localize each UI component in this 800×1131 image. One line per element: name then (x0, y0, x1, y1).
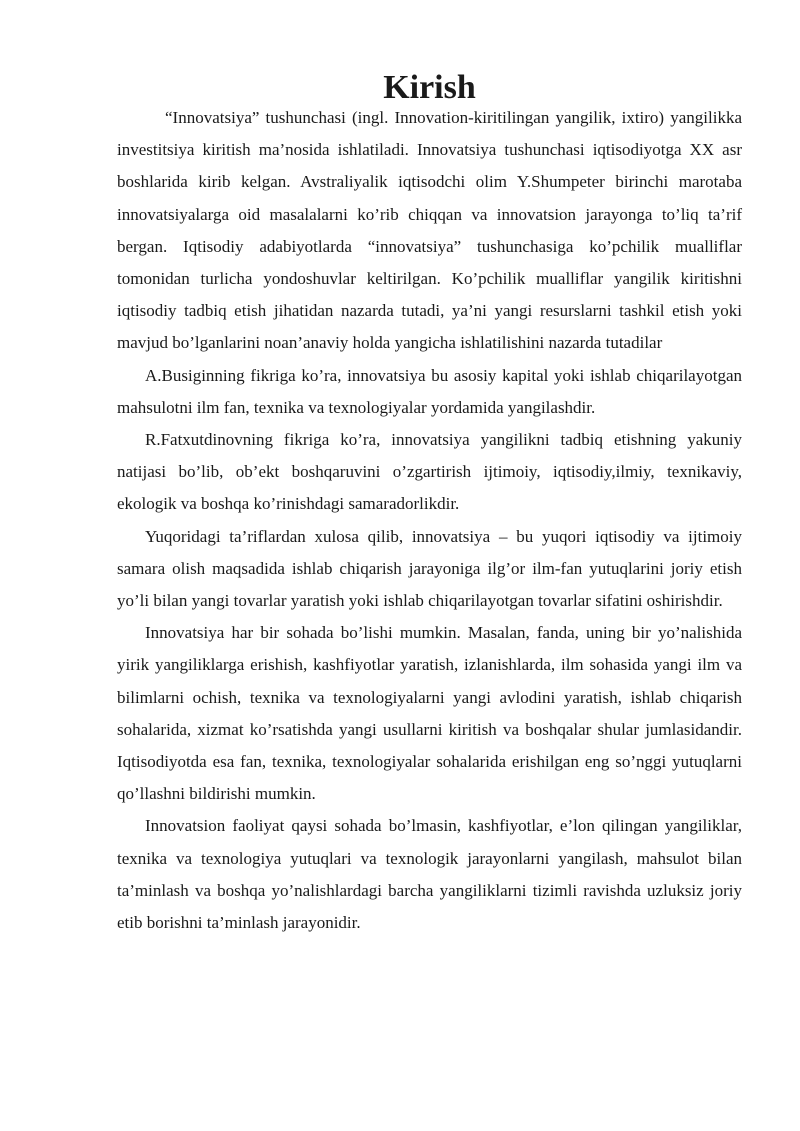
paragraph-busigin: A.Busiginning fikriga ko’ra, innovatsiya bu asosiy kapital yoki ishlab chiqarilayotgan mahsulotni ilm fan, texnika va texnologiyalar yordamida yangilashdir. (117, 365, 742, 417)
paragraph-spheres: Innovatsiya har bir sohada bo’lishi mumkin. Masalan, fanda, uning bir yo’nalishida yirik yangiliklarga erishish, kashfiyotlar yaratish, izlanishlarda, ilm sohasida yangi ilm va bilimlarni ochish, texnika va texnologiyalarni yangi avlodini yaratish, ishlab chiqarish sohalarida, xizmat ko’rsatishda yangi usullarni kiritish va boshqalar shular jumlasidandir. Iqtisodiyotda esa fan, texnika, texnologiyalar sohalarida erishilgan eng so’nggi yutuqlarni qo’llashni bildirishi mumkin. (117, 623, 742, 804)
paragraph-fatxutdinov: R.Fatxutdinovning fikriga ko’ra, innovatsiya yangilikni tadbiq etishning yakuniy natijasi bo’lib, ob’ekt boshqaruvini o’zgartirish ijtimoiy, iqtisodiy,ilmiy, texnikaviy, ekologik va boshqa ko’rinishdagi samaradorlikdir. (117, 430, 742, 514)
document-title: Kirish (383, 69, 476, 106)
document-page (117, 69, 742, 939)
paragraph-conclusion: Yuqoridagi ta’riflardan xulosa qilib, innovatsiya – bu yuqori iqtisodiy va ijtimoiy samara olish maqsadida ishlab chiqarish jarayoniga ilg’or ilm-fan yutuqlarini joriy etish yo’li bilan yangi tovarlar yaratish yoki ishlab chiqarilayotgan tovarlar sifatini oshirishdir. (117, 526, 742, 611)
paragraph-innovation-definition: “Innovatsiya” tushunchasi (ingl. Innovation-kiritilingan yangilik, ixtiro) yangilikka investitsiya kiritish ma’nosida ishlatiladi. Innovatsiya tushunchasi iqtisodiyotga XX asr boshlarida kirib kelgan. Avstraliyalik iqtisodchi olim Y.Shumpeter birinchi marotaba innovatsiyalarga oid masalalarni ko’rib chiqqan va innovatsion jarayonga to’liq ta’rif bergan. Iqtisodiy adabiyotlarda “innovatsiya” tushunchasiga ko’pchilik mualliflar tomonidan turlicha yondoshuvlar keltirilgan. Ko’pchilik mualliflar yangilik kiritishni iqtisodiy tadbiq etish jihatidan nazarda tutadi, ya’ni yangi resurslarni tashkil etish yoki mavjud bo’lganlarini noan’anaviy holda yangicha ishlatilishini nazarda tutadilar (117, 108, 742, 353)
paragraph-innovation-activity: Innovatsion faoliyat qaysi sohada bo’lmasin, kashfiyotlar, e’lon qilingan yangiliklar, texnika va texnologiya yutuqlari va texnologik jarayonlarni yangilash, mahsulot bilan ta’minlash va boshqa yo’nalishlardagi barcha yangiliklarni tizimli ravishda uzluksiz joriy etib borishni ta’minlash jarayonidir. (117, 816, 742, 933)
